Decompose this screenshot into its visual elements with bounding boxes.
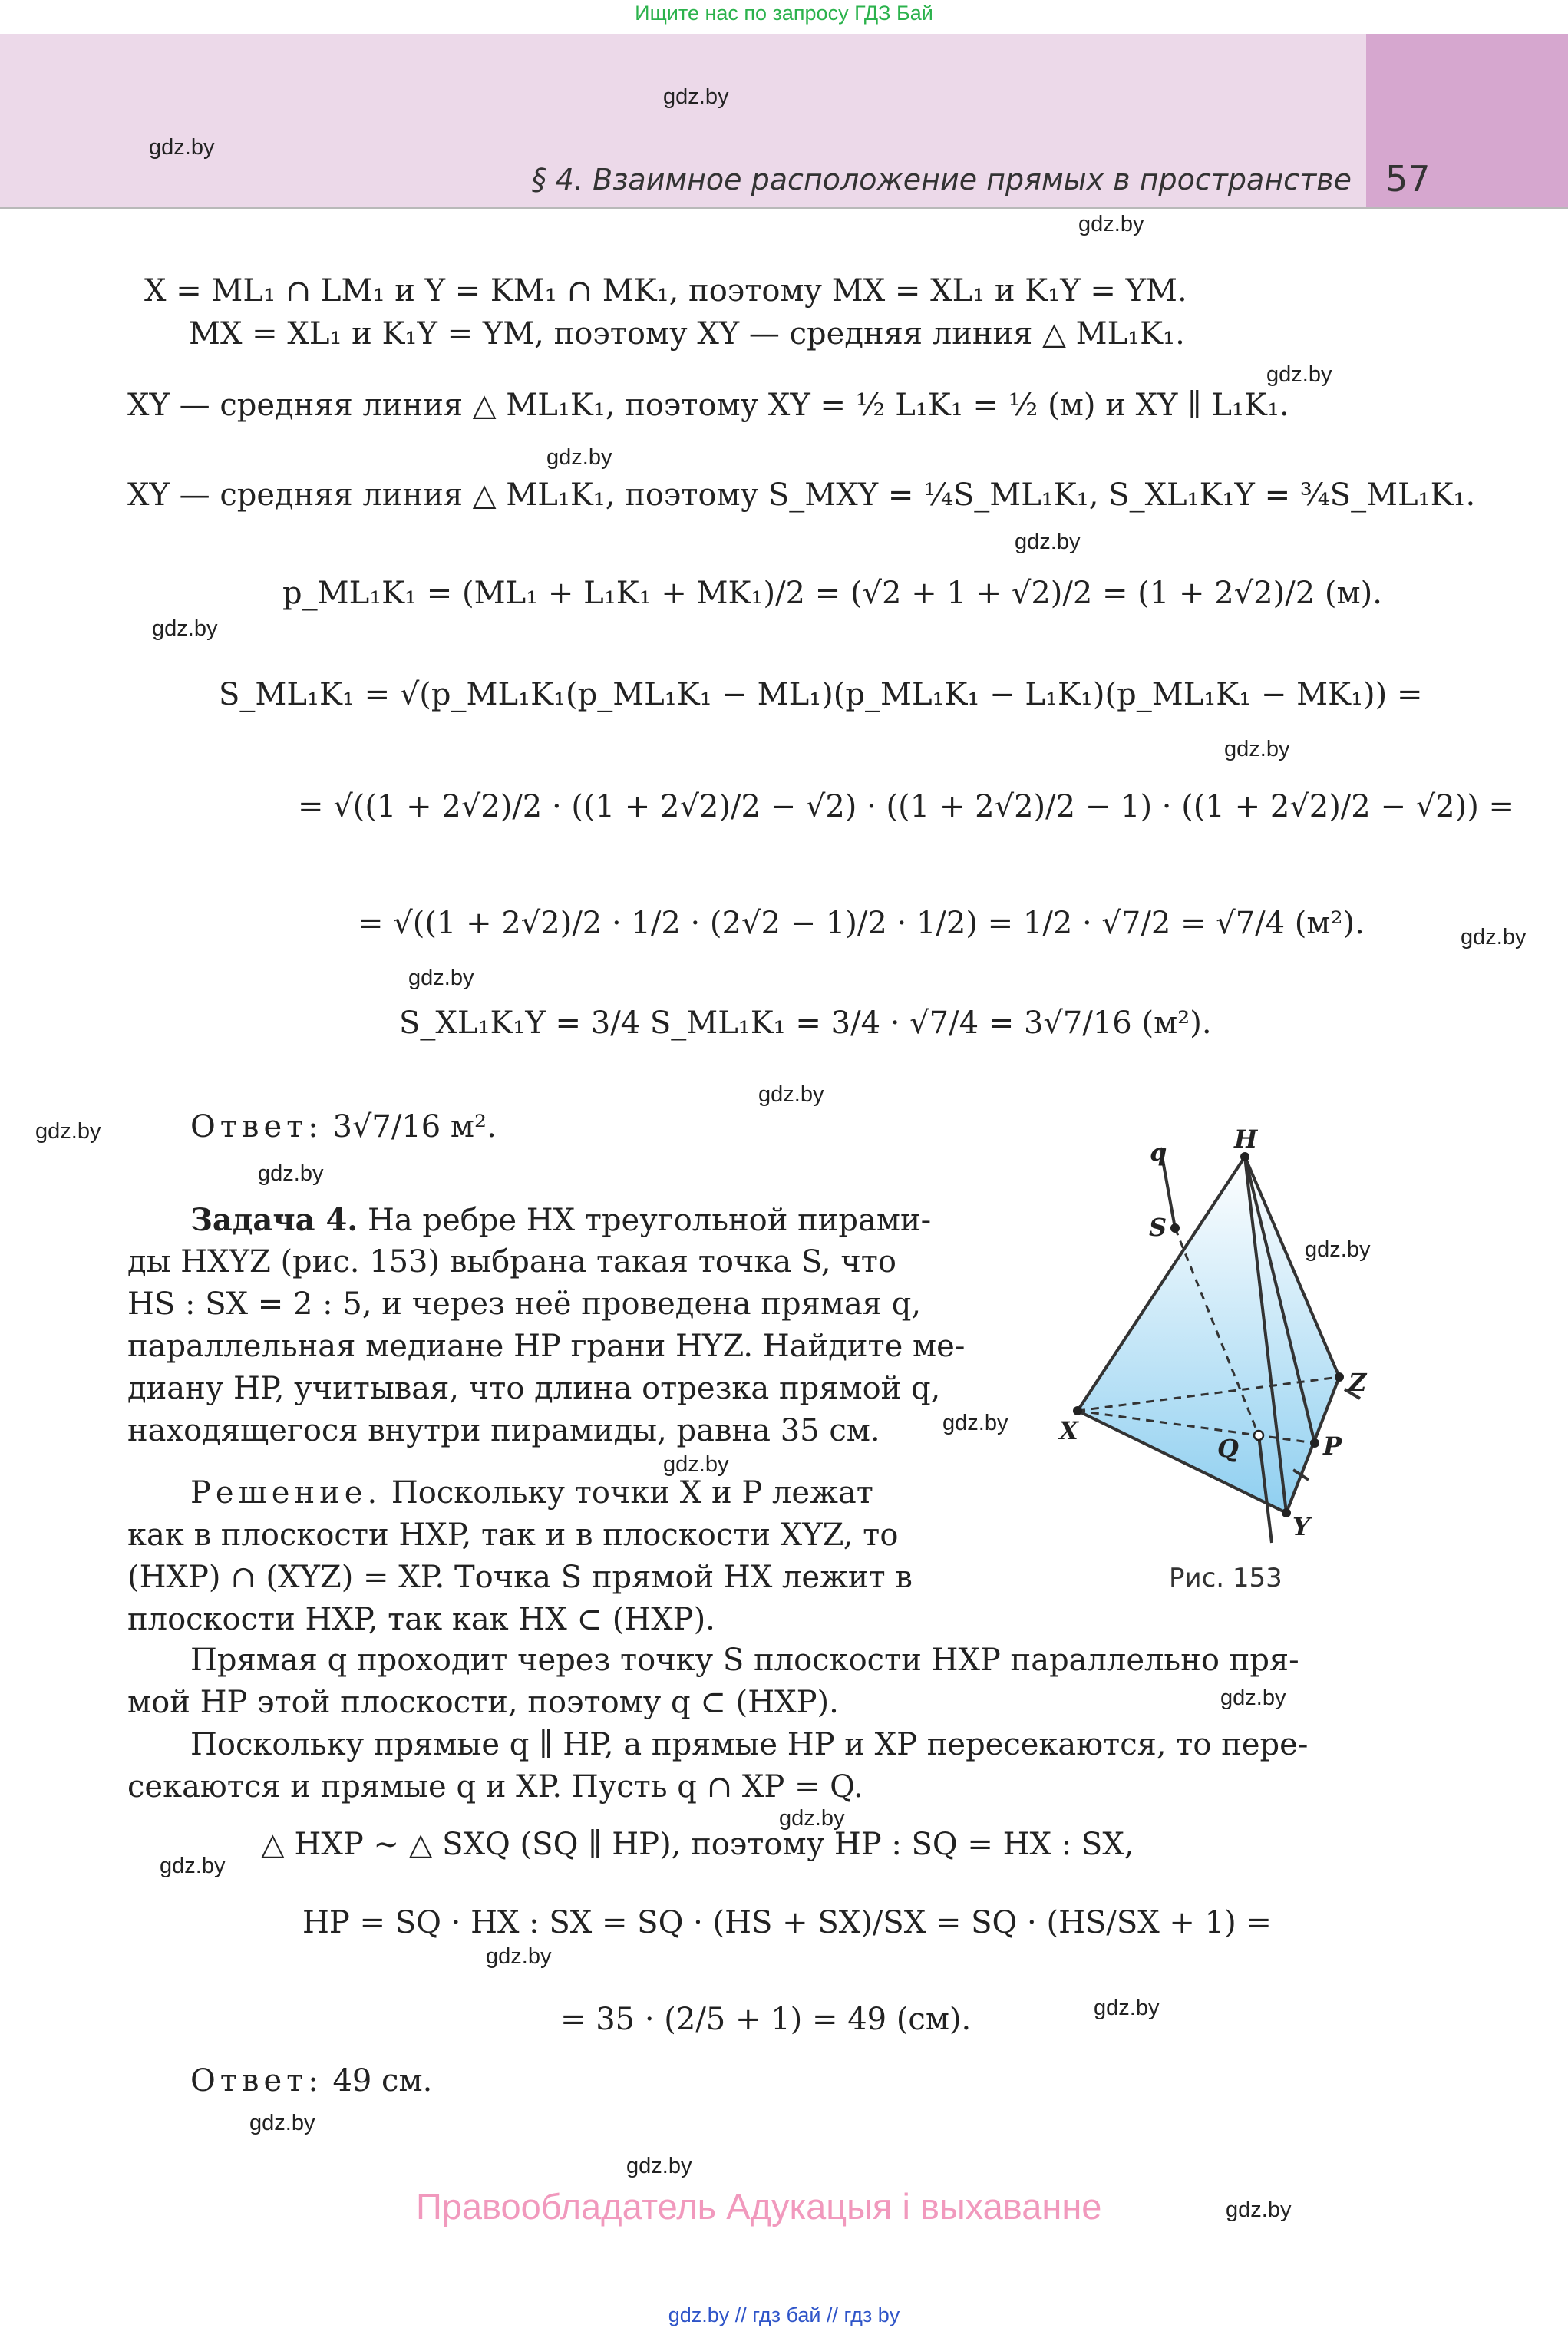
point-z <box>1335 1372 1344 1382</box>
answer-value: 49 см. <box>332 2063 433 2099</box>
solution-text: Поскольку точки X и P лежат <box>391 1475 873 1511</box>
footer-links[interactable]: gdz.by // гдз бай // гдз by <box>668 2303 900 2326</box>
solution-line: мой HP этой плоскости, поэтому q ⊂ (HXP). <box>127 1685 839 1720</box>
figure-caption: Рис. 153 <box>1169 1563 1282 1593</box>
formula-line: △ HXP ∼ △ SXQ (SQ ∥ HP), поэтому HP : SQ = HX : SX, <box>261 1827 1134 1862</box>
answer-label: Ответ: <box>190 2063 323 2099</box>
point-y <box>1282 1508 1291 1517</box>
point-x <box>1073 1406 1082 1415</box>
math-line: p_ML₁K₁ = (ML₁ + L₁K₁ + MK₁)/2 = (√2 + 1 + √2)/2 = (1 + 2√2)/2 (м). <box>282 576 1382 611</box>
formula-line: = 35 · (2/5 + 1) = 49 (см). <box>560 2002 972 2037</box>
watermark: gdz.by <box>626 2154 692 2178</box>
formula-line: HP = SQ · HX : SX = SQ · (HS + SX)/SX = SQ · (HS/SX + 1) = <box>302 1905 1272 1940</box>
watermark: gdz.by <box>663 84 729 109</box>
math-line: X = ML₁ ∩ LM₁ и Y = KM₁ ∩ MK₁, поэтому MX = XL₁ и K₁Y = YM. <box>144 273 1187 309</box>
watermark: gdz.by <box>779 1806 845 1831</box>
label-x: X <box>1059 1416 1078 1445</box>
watermark: gdz.by <box>546 445 612 470</box>
math-line: XY — средняя линия △ ML₁K₁, поэтому XY = ½ L₁K₁ = ½ (м) и XY ∥ L₁K₁. <box>127 388 1289 423</box>
watermark: gdz.by <box>1266 362 1332 387</box>
page-number: 57 <box>1385 158 1431 200</box>
label-s: S <box>1149 1213 1167 1242</box>
watermark: gdz.by <box>1226 2198 1292 2222</box>
watermark: gdz.by <box>486 1944 552 1969</box>
label-y: Y <box>1292 1512 1310 1541</box>
solution-line: Поскольку прямые q ∥ HP, а прямые HP и XP пересекаются, то пере- <box>190 1727 1309 1762</box>
watermark: gdz.by <box>35 1119 101 1144</box>
task-line: находящегося внутри пирамиды, равна 35 см. <box>127 1413 880 1448</box>
point-s <box>1170 1223 1180 1233</box>
math-line: S_ML₁K₁ = √(p_ML₁K₁(p_ML₁K₁ − ML₁)(p_ML₁K₁ − L₁K₁)(p_ML₁K₁ − MK₁)) = <box>219 677 1423 712</box>
watermark: gdz.by <box>1220 1686 1286 1710</box>
watermark: gdz.by <box>1305 1237 1371 1262</box>
math-line: MX = XL₁ и K₁Y = YM, поэтому XY — средняя линия △ ML₁K₁. <box>189 316 1185 352</box>
watermark: gdz.by <box>152 616 218 641</box>
task-line: HS : SX = 2 : 5, и через неё проведена прямая q, <box>127 1286 922 1322</box>
watermark: gdz.by <box>258 1161 324 1186</box>
task-line: диану HP, учитывая, что длина отрезка прямой q, <box>127 1371 941 1406</box>
solution-label: Решение. <box>190 1475 382 1511</box>
math-line: = √((1 + 2√2)/2 · 1/2 · (2√2 − 1)/2 · 1/2) = 1/2 · √7/2 = √7/4 (м²). <box>358 906 1365 941</box>
watermark: gdz.by <box>758 1082 824 1107</box>
task-line: параллельная медиане HP грани HYZ. Найдите ме- <box>127 1329 966 1364</box>
pyramid-figure <box>1044 1113 1397 1574</box>
label-q: q <box>1150 1138 1167 1167</box>
watermark: gdz.by <box>149 135 215 160</box>
section-title: § 4. Взаимное расположение прямых в пространстве <box>531 163 1352 196</box>
watermark: gdz.by <box>942 1411 1008 1435</box>
answer-value: 3√7/16 м². <box>332 1109 497 1144</box>
answer-1 <box>190 1109 497 1144</box>
label-q-point: Q <box>1217 1434 1239 1463</box>
header-rule <box>0 207 1568 209</box>
watermark: gdz.by <box>249 2111 315 2135</box>
task-title: Задача 4. <box>190 1202 358 1238</box>
label-p: P <box>1323 1432 1342 1461</box>
point-q <box>1254 1431 1263 1440</box>
solution-line: секаются и прямые q и XP. Пусть q ∩ XP = Q. <box>127 1769 863 1805</box>
label-h: H <box>1234 1124 1258 1154</box>
task-line: ды HXYZ (рис. 153) выбрана такая точка S, что <box>127 1244 896 1280</box>
watermark: gdz.by <box>663 1452 729 1477</box>
solution-line: Прямая q проходит через точку S плоскости HXP параллельно пря- <box>190 1643 1299 1678</box>
solution-line: плоскости HXP, так как HX ⊂ (HXP). <box>127 1602 715 1637</box>
copyright-owner: Правообладатель Адукацыя і выхаванне <box>416 2186 1102 2227</box>
math-line: S_XL₁K₁Y = 3/4 S_ML₁K₁ = 3/4 · √7/4 = 3√7/16 (м²). <box>399 1006 1212 1041</box>
point-p <box>1310 1438 1319 1448</box>
watermark: gdz.by <box>408 966 474 990</box>
watermark: gdz.by <box>1015 530 1081 554</box>
watermark: gdz.by <box>1078 212 1144 236</box>
solution-line: (HXP) ∩ (XYZ) = XP. Точка S прямой HX лежит в <box>127 1560 913 1595</box>
watermark: gdz.by <box>1461 925 1527 949</box>
solution-line: как в плоскости HXP, так и в плоскости XYZ, то <box>127 1517 899 1553</box>
answer-label: Ответ: <box>190 1109 323 1144</box>
watermark: gdz.by <box>160 1854 226 1878</box>
watermark: gdz.by <box>1224 737 1290 761</box>
task-line <box>190 1202 931 1238</box>
answer-2 <box>190 2063 432 2099</box>
math-line: XY — средняя линия △ ML₁K₁, поэтому S_MXY = ¼S_ML₁K₁, S_XL₁K₁Y = ¾S_ML₁K₁. <box>127 477 1476 513</box>
task-text: На ребре HX треугольной пирами- <box>367 1203 932 1238</box>
solution-line <box>190 1475 873 1511</box>
label-z: Z <box>1348 1368 1367 1397</box>
math-line: = √((1 + 2√2)/2 · ((1 + 2√2)/2 − √2) · ((1 + 2√2)/2 − 1) · ((1 + 2√2)/2 − √2)) = <box>298 789 1515 824</box>
top-note[interactable]: Ищите нас по запросу ГДЗ Бай <box>635 2 933 25</box>
watermark: gdz.by <box>1094 1996 1160 2020</box>
